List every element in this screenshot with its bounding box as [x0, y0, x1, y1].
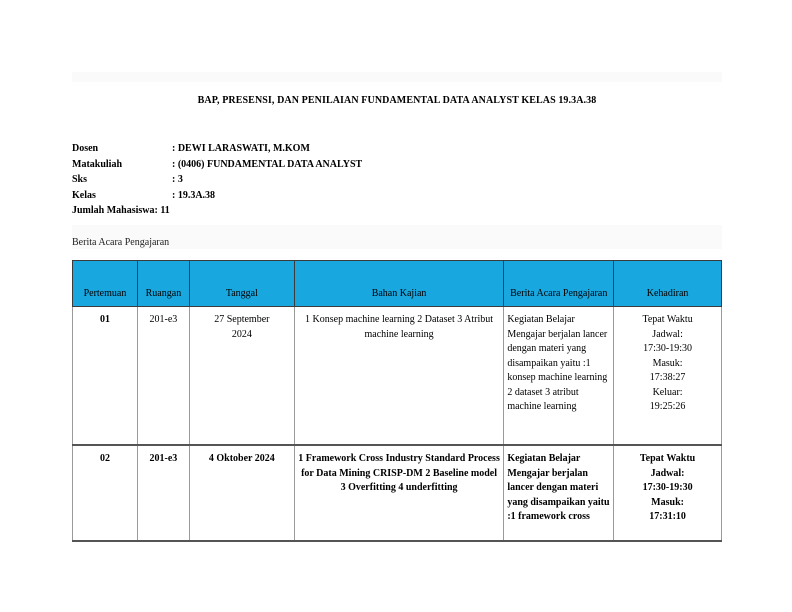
- kehadiran-jadwal-value: 17:30-19:30: [642, 482, 693, 493]
- cell-berita-acara: Kegiatan Belajar Mengajar berjalan lancer dengan materi yang disampaikan yaitu :1 framework cross: [504, 445, 614, 541]
- header-ruangan: Ruangan: [137, 261, 189, 307]
- kehadiran-masuk-value: 17:38:27: [649, 372, 686, 383]
- teaching-record-table: [72, 260, 722, 542]
- kehadiran-jadwal-label: Jadwal:: [652, 328, 683, 340]
- info-label: Jumlah Mahasiswa: [72, 205, 155, 216]
- kehadiran-masuk-value: 17:31:10: [649, 511, 686, 522]
- cell-pertemuan: 01: [73, 307, 138, 446]
- info-label: Kelas: [72, 189, 96, 201]
- cell-kehadiran: [614, 307, 722, 446]
- kehadiran-keluar-label: Keluar:: [652, 386, 683, 398]
- info-row-sks: [72, 172, 362, 188]
- table-row: [73, 307, 722, 446]
- kehadiran-jadwal-value: 17:30-19:30: [643, 343, 693, 354]
- cell-bahan-kajian: 1 Framework Cross Industry Standard Process for Data Mining CRISP-DM 2 Baseline model 3 Overfitting 4 underfitting: [294, 445, 504, 541]
- cell-tanggal: 27 September 2024: [189, 307, 294, 446]
- cell-pertemuan: 02: [73, 445, 138, 541]
- cell-bahan-kajian: 1 Konsep machine learning 2 Dataset 3 Atribut machine learning: [294, 307, 504, 446]
- cell-ruangan: 201-e3: [137, 307, 189, 446]
- info-value: : DEWI LARASWATI, M.KOM: [172, 143, 310, 154]
- kehadiran-masuk-label: Masuk:: [651, 496, 684, 508]
- section-band: [72, 225, 722, 249]
- header-berita-acara: Berita Acara Pengajaran: [504, 261, 614, 307]
- header-bahan-kajian: Bahan Kajian: [294, 261, 504, 307]
- header-pertemuan: Pertemuan: [73, 261, 138, 307]
- header-band: [72, 72, 722, 82]
- document-title: BAP, PRESENSI, DAN PENILAIAN FUNDAMENTAL DATA ANALYST KELAS 19.3A.38: [197, 95, 597, 106]
- kehadiran-jadwal-label: Jadwal:: [650, 467, 685, 479]
- section-title: Berita Acara Pengajaran: [72, 237, 170, 248]
- kehadiran-status: Tepat Waktu: [642, 314, 693, 325]
- course-info: [72, 141, 362, 219]
- cell-berita-acara: Kegiatan Belajar Mengajar berjalan lancer dengan materi yang disampaikan yaitu :1 konsep machine learning 2 dataset 3 atribut machine learning: [504, 307, 614, 446]
- cell-kehadiran: [614, 445, 722, 541]
- kehadiran-masuk-label: Masuk:: [652, 357, 683, 369]
- info-row-matakuliah: [72, 157, 362, 173]
- table-header-row: [73, 261, 722, 307]
- cell-ruangan: 201-e3: [137, 445, 189, 541]
- info-value: : 3: [172, 174, 183, 185]
- kehadiran-keluar-value: 19:25:26: [649, 401, 686, 412]
- info-row-kelas: [72, 188, 362, 204]
- info-label: Matakuliah: [72, 158, 123, 170]
- info-label: Dosen: [72, 143, 99, 154]
- info-row-jumlah-mahasiswa: [72, 203, 362, 219]
- table-row: [73, 445, 722, 541]
- kehadiran-status: Tepat Waktu: [639, 453, 696, 464]
- info-value: : 11: [154, 205, 170, 216]
- info-label: Sks: [72, 174, 88, 185]
- cell-tanggal: 4 Oktober 2024: [189, 445, 294, 541]
- header-tanggal: Tanggal: [189, 261, 294, 307]
- info-value: : 19.3A.38: [172, 189, 216, 201]
- info-value: : (0406) FUNDAMENTAL DATA ANALYST: [172, 158, 363, 170]
- info-row-dosen: [72, 141, 362, 157]
- header-kehadiran: Kehadiran: [614, 261, 722, 307]
